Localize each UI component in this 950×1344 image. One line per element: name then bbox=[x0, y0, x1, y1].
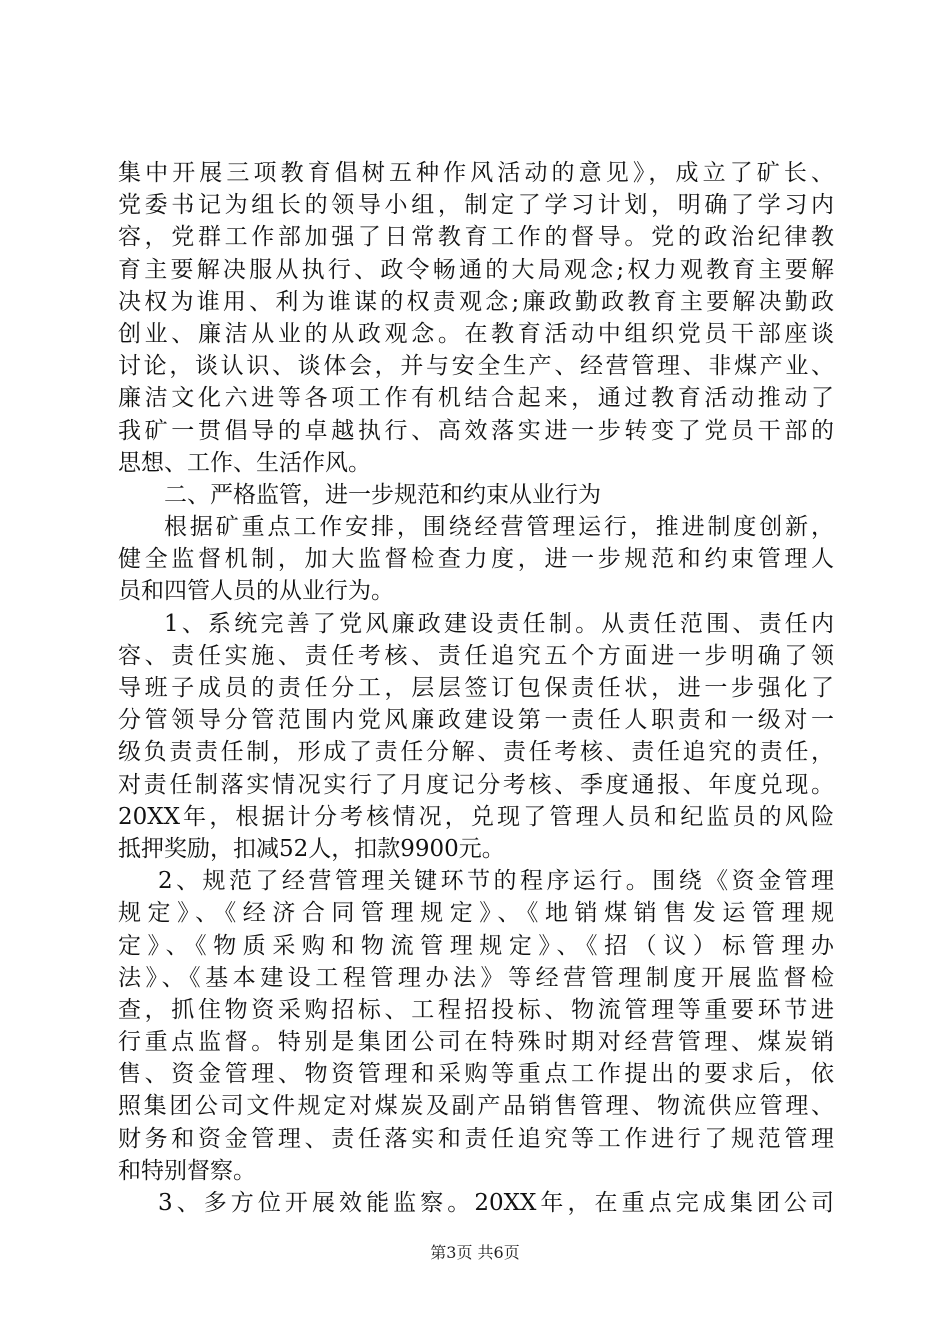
text-line: 党委书记为组长的领导小组，制定了学习计划，明确了学习内 bbox=[118, 192, 834, 219]
text-line: 思想、工作、生活作风。 bbox=[118, 449, 371, 476]
text-line: 健全监督机制，加大监督检查力度，进一步规范和约束管理人 bbox=[118, 546, 834, 573]
text-line: 容、责任实施、责任考核、责任追究五个方面进一步明确了领 bbox=[118, 642, 834, 669]
text-line: 容，党群工作部加强了日常教育工作的督导。党的政治纪律教 bbox=[118, 224, 834, 251]
text-line: 售、资金管理、物资管理和采购等重点工作提出的要求后，依 bbox=[118, 1061, 834, 1088]
text-line: 级负责责任制，形成了责任分解、责任考核、责任追究的责任， bbox=[118, 739, 834, 766]
text-line: 法》、《基本建设工程管理办法》等经营管理制度开展监督检 bbox=[118, 964, 834, 991]
text-line: 财务和资金管理、责任落实和责任追究等工作进行了规范管理 bbox=[118, 1125, 834, 1152]
text-line: 讨论，谈认识、谈体会，并与安全生产、经营管理、非煤产业、 bbox=[118, 353, 834, 380]
section-heading: 二、严格监管，进一步规范和约束从业行为 bbox=[164, 481, 601, 508]
text-line: 集中开展三项教育倡树五种作风活动的意见》，成立了矿长、 bbox=[118, 160, 834, 186]
text-line: 创业、廉洁从业的从政观念。在教育活动中组织党员干部座谈 bbox=[118, 320, 834, 347]
text-line: 抵押奖励，扣减52人，扣款9900元。 bbox=[118, 835, 505, 862]
text-line: 3、多方位开展效能监察。20XX年，在重点完成集团公司 bbox=[158, 1190, 834, 1216]
text-line: 照集团公司文件规定对煤炭及副产品销售管理、物流供应管理、 bbox=[118, 1093, 834, 1120]
text-line: 育主要解决服从执行、政令畅通的大局观念;权力观教育主要解 bbox=[118, 256, 834, 283]
text-line: 定》、《物质采购和物流管理规定》、《招（议）标管理办 bbox=[118, 932, 834, 959]
text-line: 员和四管人员的从业行为。 bbox=[118, 578, 394, 605]
text-line: 查，抓住物资采购招标、工程招投标、物流管理等重要环节进 bbox=[118, 996, 834, 1023]
page-number-footer: 第3页 共6页 bbox=[430, 1243, 520, 1262]
text-line: 行重点监督。特别是集团公司在特殊时期对经营管理、煤炭销 bbox=[118, 1029, 834, 1056]
text-line: 1、系统完善了党风廉政建设责任制。从责任范围、责任内 bbox=[164, 610, 834, 637]
text-line: 我矿一贯倡导的卓越执行、高效落实进一步转变了党员干部的 bbox=[118, 417, 834, 444]
text-line: 2、规范了经营管理关键环节的程序运行。围绕《资金管理 bbox=[158, 868, 834, 895]
text-line: 对责任制落实情况实行了月度记分考核、季度通报、年度兑现。 bbox=[118, 771, 834, 798]
text-line: 20XX年，根据计分考核情况，兑现了管理人员和纪监员的风险 bbox=[118, 803, 834, 830]
text-line: 导班子成员的责任分工，层层签订包保责任状，进一步强化了 bbox=[118, 675, 834, 701]
document-body bbox=[118, 157, 834, 1219]
text-line: 分管领导分管范围内党风廉政建设第一责任人职责和一级对一 bbox=[118, 707, 834, 734]
text-line: 规定》、《经济合同管理规定》、《地销煤销售发运管理规 bbox=[118, 900, 834, 927]
text-line: 决权为谁用、利为谁谋的权责观念;廉政勤政教育主要解决勤政 bbox=[118, 288, 834, 315]
text-line: 和特别督察。 bbox=[118, 1157, 256, 1184]
text-line: 根据矿重点工作安排，围绕经营管理运行，推进制度创新， bbox=[164, 514, 834, 541]
text-line: 廉洁文化六进等各项工作有机结合起来，通过教育活动推动了 bbox=[118, 385, 834, 412]
